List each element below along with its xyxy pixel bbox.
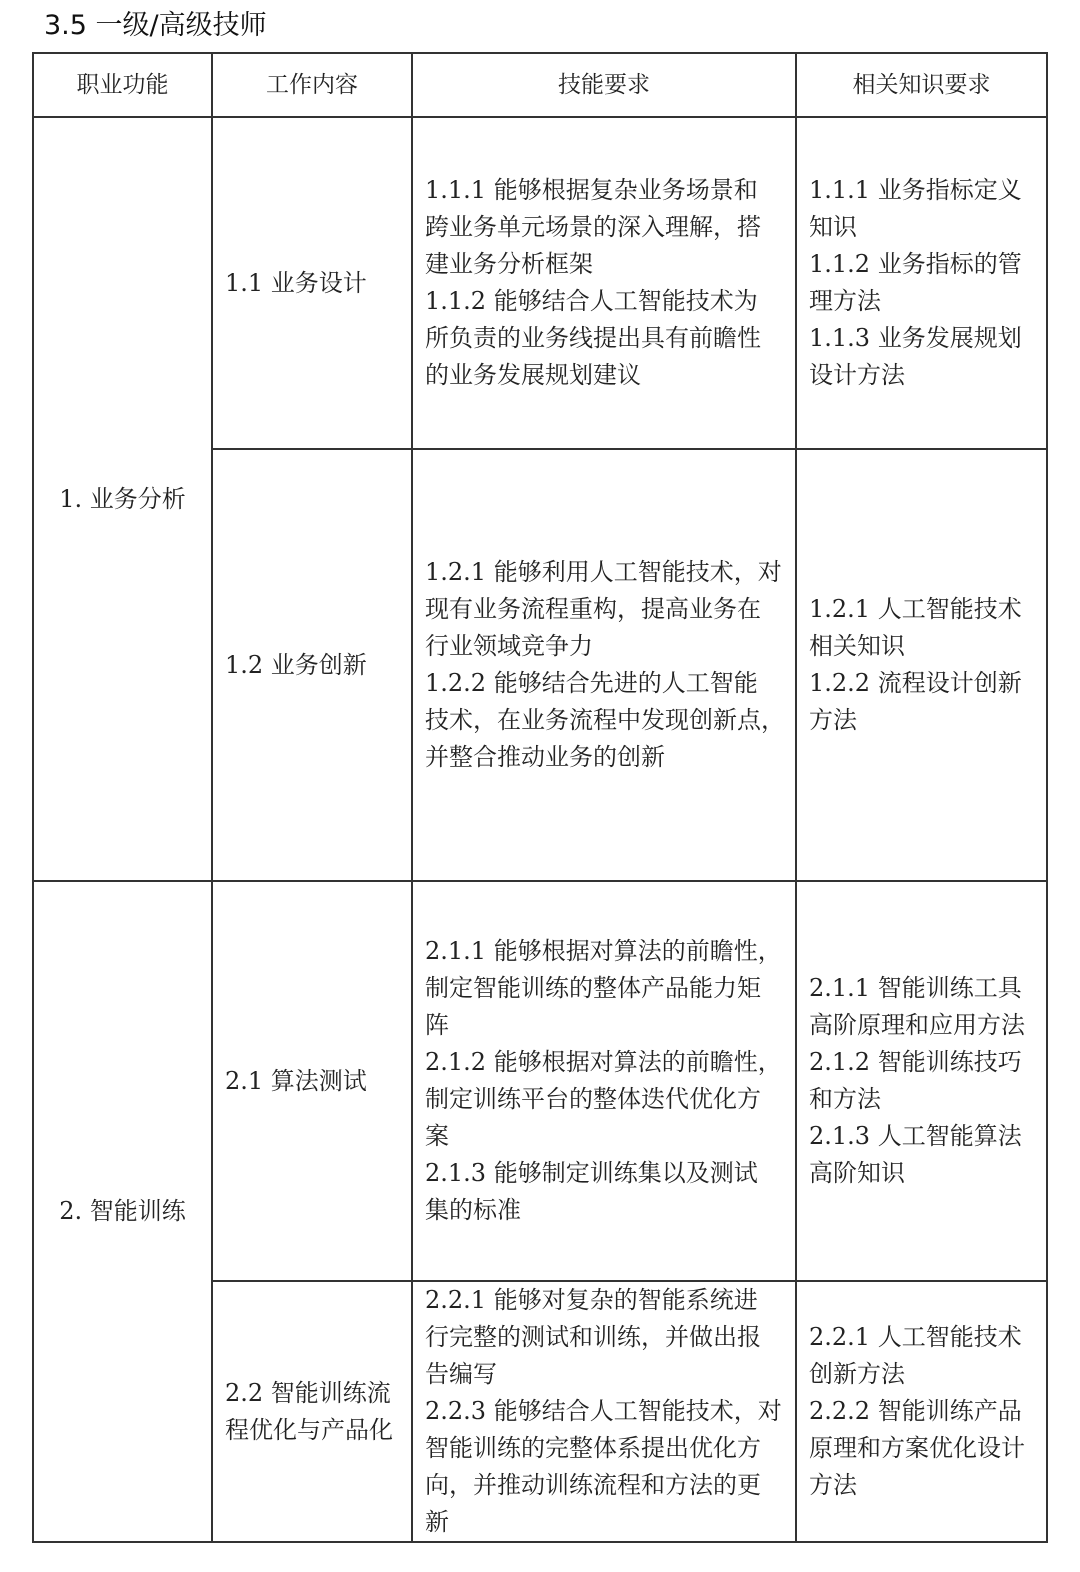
skill-line: 2.1.1 能够根据对算法的前瞻性， xyxy=(425,937,782,965)
skill-line: 建业务分析框架 xyxy=(425,250,593,278)
skill-line: 制定训练平台的整体迭代优化方 xyxy=(425,1085,761,1113)
knowledge-line: 2.1.1 智能训练工具 xyxy=(809,974,1022,1002)
skill-line: 告编写 xyxy=(425,1360,497,1388)
knowledge-line: 方法 xyxy=(809,1471,857,1499)
knowledge-line: 知识 xyxy=(809,213,857,241)
table-row xyxy=(33,117,1047,449)
table-header-row xyxy=(33,53,1047,117)
skill-line: 2.2.1 能够对复杂的智能系统进 xyxy=(425,1286,758,1314)
knowledge-line: 1.1.2 业务指标的管 xyxy=(809,250,1022,278)
knowledge-line: 1.2.2 流程设计创新 xyxy=(809,669,1022,697)
skill-line: 1.1.2 能够结合人工智能技术为 xyxy=(425,287,758,315)
work-content-label: 程优化与产品化 xyxy=(225,1415,393,1444)
knowledge-line: 2.1.2 智能训练技巧 xyxy=(809,1048,1022,1076)
skill-line: 1.2.1 能够利用人工智能技术，对 xyxy=(425,558,782,586)
header-knowledge-requirements: 相关知识要求 xyxy=(796,53,1047,117)
skill-line: 2.1.2 能够根据对算法的前瞻性， xyxy=(425,1048,782,1076)
skill-line: 案 xyxy=(425,1122,449,1150)
skill-line: 新 xyxy=(425,1508,449,1536)
skill-line: 所负责的业务线提出具有前瞻性 xyxy=(425,324,761,352)
work-content-cell xyxy=(212,1281,412,1542)
skills-requirements-table xyxy=(32,52,1048,1543)
knowledge-line: 创新方法 xyxy=(809,1360,905,1388)
skill-line: 1.1.1 能够根据复杂业务场景和 xyxy=(425,176,758,204)
work-content-label: 1.1 业务设计 xyxy=(225,268,367,297)
skill-line: 并整合推动业务的创新 xyxy=(425,743,665,771)
header-occupational-function: 职业功能 xyxy=(33,53,212,117)
skill-line: 集的标准 xyxy=(425,1196,521,1224)
work-content-cell xyxy=(212,117,412,449)
knowledge-line: 1.1.1 业务指标定义 xyxy=(809,176,1022,204)
section-title: 3.5 一级/高级技师 xyxy=(44,10,267,41)
skill-line: 行业领域竞争力 xyxy=(425,632,593,660)
knowledge-cell xyxy=(796,881,1047,1281)
work-content-cell xyxy=(212,449,412,881)
header-skill-requirements: 技能要求 xyxy=(412,53,796,117)
knowledge-line: 高阶原理和应用方法 xyxy=(809,1011,1025,1039)
work-content-label: 2.2 智能训练流 xyxy=(225,1378,391,1407)
skill-line: 制定智能训练的整体产品能力矩 xyxy=(425,974,761,1002)
skill-line: 向，并推动训练流程和方法的更 xyxy=(425,1471,761,1499)
work-content-cell xyxy=(212,881,412,1281)
function-cell xyxy=(33,117,212,881)
skill-line: 2.2.3 能够结合人工智能技术，对 xyxy=(425,1397,782,1425)
skill-cell xyxy=(412,117,796,449)
work-content-label: 1.2 业务创新 xyxy=(225,650,367,679)
knowledge-line: 2.2.1 人工智能技术 xyxy=(809,1323,1022,1351)
knowledge-line: 高阶知识 xyxy=(809,1159,905,1187)
knowledge-line: 方法 xyxy=(809,706,857,734)
header-work-content: 工作内容 xyxy=(212,53,412,117)
skill-line: 智能训练的完整体系提出优化方 xyxy=(425,1434,761,1462)
skill-line: 跨业务单元场景的深入理解，搭 xyxy=(425,213,761,241)
skill-line: 行完整的测试和训练，并做出报 xyxy=(425,1323,761,1351)
skill-cell xyxy=(412,1281,796,1542)
knowledge-line: 设计方法 xyxy=(809,361,905,389)
knowledge-cell xyxy=(796,449,1047,881)
skill-line: 2.1.3 能够制定训练集以及测试 xyxy=(425,1159,758,1187)
knowledge-line: 相关知识 xyxy=(809,632,905,660)
table-row xyxy=(33,881,1047,1281)
knowledge-line: 理方法 xyxy=(809,287,881,315)
work-content-label: 2.1 算法测试 xyxy=(225,1066,367,1095)
skill-line: 现有业务流程重构，提高业务在 xyxy=(425,595,761,623)
knowledge-line: 1.1.3 业务发展规划 xyxy=(809,324,1022,352)
knowledge-cell xyxy=(796,117,1047,449)
function-label: 2. 智能训练 xyxy=(59,1197,186,1225)
function-cell xyxy=(33,881,212,1542)
knowledge-line: 2.2.2 智能训练产品 xyxy=(809,1397,1022,1425)
knowledge-cell xyxy=(796,1281,1047,1542)
skill-line: 技术，在业务流程中发现创新点， xyxy=(425,706,785,734)
knowledge-line: 和方法 xyxy=(809,1085,881,1113)
skill-line: 1.2.2 能够结合先进的人工智能 xyxy=(425,669,758,697)
knowledge-line: 原理和方案优化设计 xyxy=(809,1434,1025,1462)
skill-cell xyxy=(412,449,796,881)
knowledge-line: 1.2.1 人工智能技术 xyxy=(809,595,1022,623)
skill-line: 阵 xyxy=(425,1011,449,1039)
skill-line: 的业务发展规划建议 xyxy=(425,361,641,389)
function-label: 1. 业务分析 xyxy=(59,484,186,513)
skill-cell xyxy=(412,881,796,1281)
knowledge-line: 2.1.3 人工智能算法 xyxy=(809,1122,1022,1150)
